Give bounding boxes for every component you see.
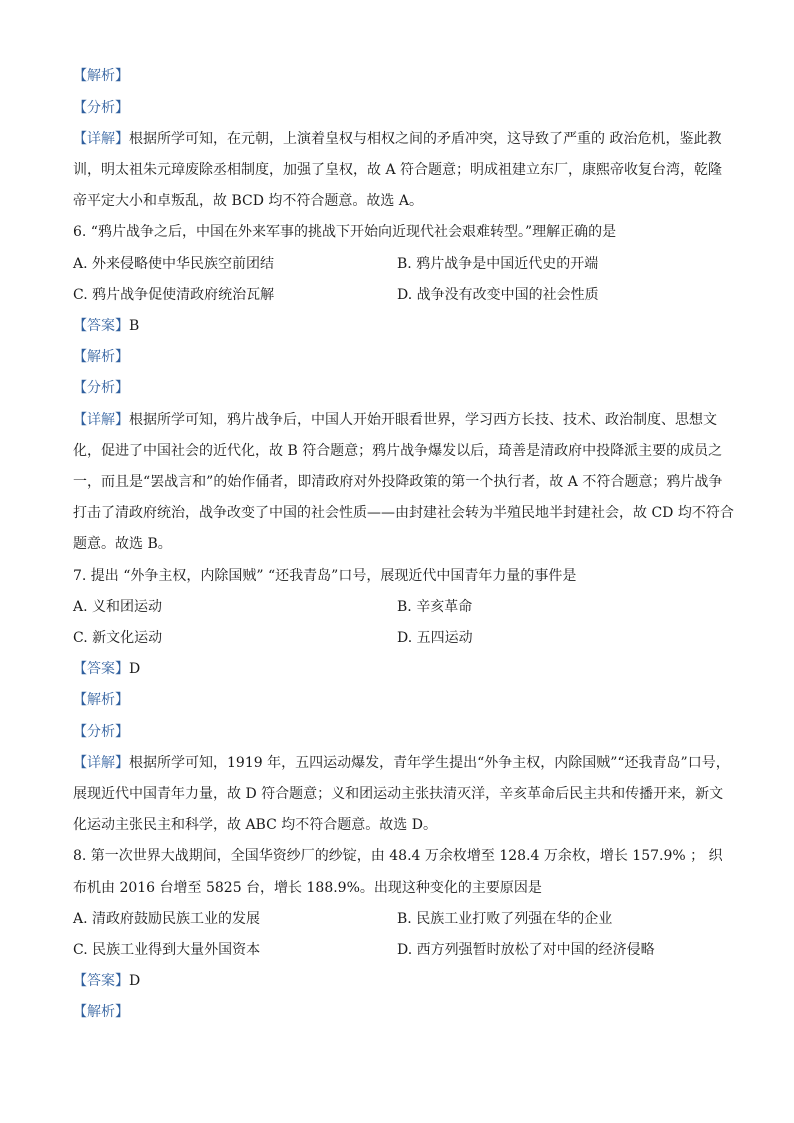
option-a: A. 外来侵略使中华民族空前团结	[73, 256, 275, 272]
xiangjie-text: 根据所学可知，在元朝，上演着皇权与相权之间的矛盾冲突，这导致了严重的 政治危机，鉴此教	[129, 131, 722, 147]
xiangjie-paragraph-line	[73, 410, 733, 430]
jiexi-label: 【解析】	[73, 1004, 129, 1020]
option-d: D. 西方列强暂时放松了对中国的经济侵略	[397, 942, 655, 958]
answer-line	[73, 659, 733, 679]
xiangjie-paragraph-line: 展现近代中国青年力量，故 D 符合题意；义和团运动主张扶清灭洋，辛亥革命后民主共和传播开来，新文	[73, 786, 724, 802]
answer-value: D	[129, 973, 141, 989]
xiangjie-paragraph-line	[73, 753, 733, 773]
option-b: B. 民族工业打败了列强在华的企业	[397, 911, 613, 927]
option-b: B. 鸦片战争是中国近代史的开端	[397, 256, 599, 272]
question-stem: 7. 提出 “外争主权，内除国贼” “还我青岛”口号，展现近代中国青年力量的事件是	[73, 568, 577, 584]
fenxi-label: 【分析】	[73, 724, 129, 740]
xiangjie-paragraph-line: 化运动主张民主和科学，故 ABC 均不符合题意。故选 D。	[73, 817, 437, 833]
fenxi-label: 【分析】	[73, 380, 129, 396]
xiangjie-text: 根据所学可知，1919 年，五四运动爆发，青年学生提出“外争主权，内除国贼”“还我青岛”口号，	[129, 755, 730, 771]
answer-value: B	[129, 318, 140, 334]
xiangjie-label: 【详解】	[73, 412, 129, 428]
jiexi-label: 【解析】	[73, 349, 129, 365]
answer-line	[73, 971, 733, 991]
xiangjie-paragraph-line: 打击了清政府统治，战争改变了中国的社会性质——由封建社会转为半殖民地半封建社会，故 CD 均不符合	[73, 505, 734, 521]
xiangjie-label: 【详解】	[73, 131, 129, 147]
option-a: A. 清政府鼓励民族工业的发展	[73, 911, 261, 927]
option-c: C. 民族工业得到大量外国资本	[73, 942, 261, 958]
option-c: C. 鸦片战争促使清政府统治瓦解	[73, 287, 275, 303]
jiexi-label: 【解析】	[73, 68, 129, 84]
xiangjie-label: 【详解】	[73, 755, 129, 771]
option-d: D. 战争没有改变中国的社会性质	[397, 287, 599, 303]
xiangjie-paragraph-line	[73, 129, 733, 149]
question-stem: 8. 第一次世界大战期间，全国华资纱厂的纱锭，由 48.4 万余枚增至 128.4 万余枚，增长 157.9% ； 织	[73, 848, 723, 864]
answer-value: D	[129, 661, 141, 677]
xiangjie-paragraph-line: 训，明太祖朱元璋废除丞相制度，加强了皇权，故 A 符合题意；明成祖建立东厂，康熙帝收复台湾，乾隆	[73, 162, 723, 178]
fenxi-label: 【分析】	[73, 100, 129, 116]
option-b: B. 辛亥革命	[397, 599, 473, 615]
answer-line	[73, 316, 733, 336]
jiexi-label: 【解析】	[73, 692, 129, 708]
question-stem: 6. “鸦片战争之后，中国在外来军事的挑战下开始向近现代社会艰难转型。”理解正确的是	[73, 224, 617, 240]
option-a: A. 义和团运动	[73, 599, 163, 615]
answer-label: 【答案】	[73, 661, 129, 677]
xiangjie-paragraph-line: 帝平定大小和卓叛乱，故 BCD 均不符合题意。故选 A。	[73, 193, 423, 209]
xiangjie-paragraph-line: 化，促进了中国社会的近代化，故 B 符合题意；鸦片战争爆发以后，琦善是清政府中投降派主要的成员之	[73, 443, 723, 459]
answer-label: 【答案】	[73, 973, 129, 989]
option-c: C. 新文化运动	[73, 630, 163, 646]
option-d: D. 五四运动	[397, 630, 473, 646]
xiangjie-text: 根据所学可知，鸦片战争后，中国人开始开眼看世界，学习西方长技、技术、政治制度、思想文	[129, 412, 717, 428]
answer-label: 【答案】	[73, 318, 129, 334]
question-stem: 布机由 2016 台增至 5825 台，增长 188.9%。出现这种变化的主要原因是	[73, 880, 542, 896]
xiangjie-paragraph-line: 一，而且是“罢战言和”的始作俑者，即清政府对外投降政策的第一个执行者，故 A 不符合题意；鸦片战争	[73, 474, 723, 490]
xiangjie-paragraph-line: 题意。故选 B。	[73, 536, 172, 552]
